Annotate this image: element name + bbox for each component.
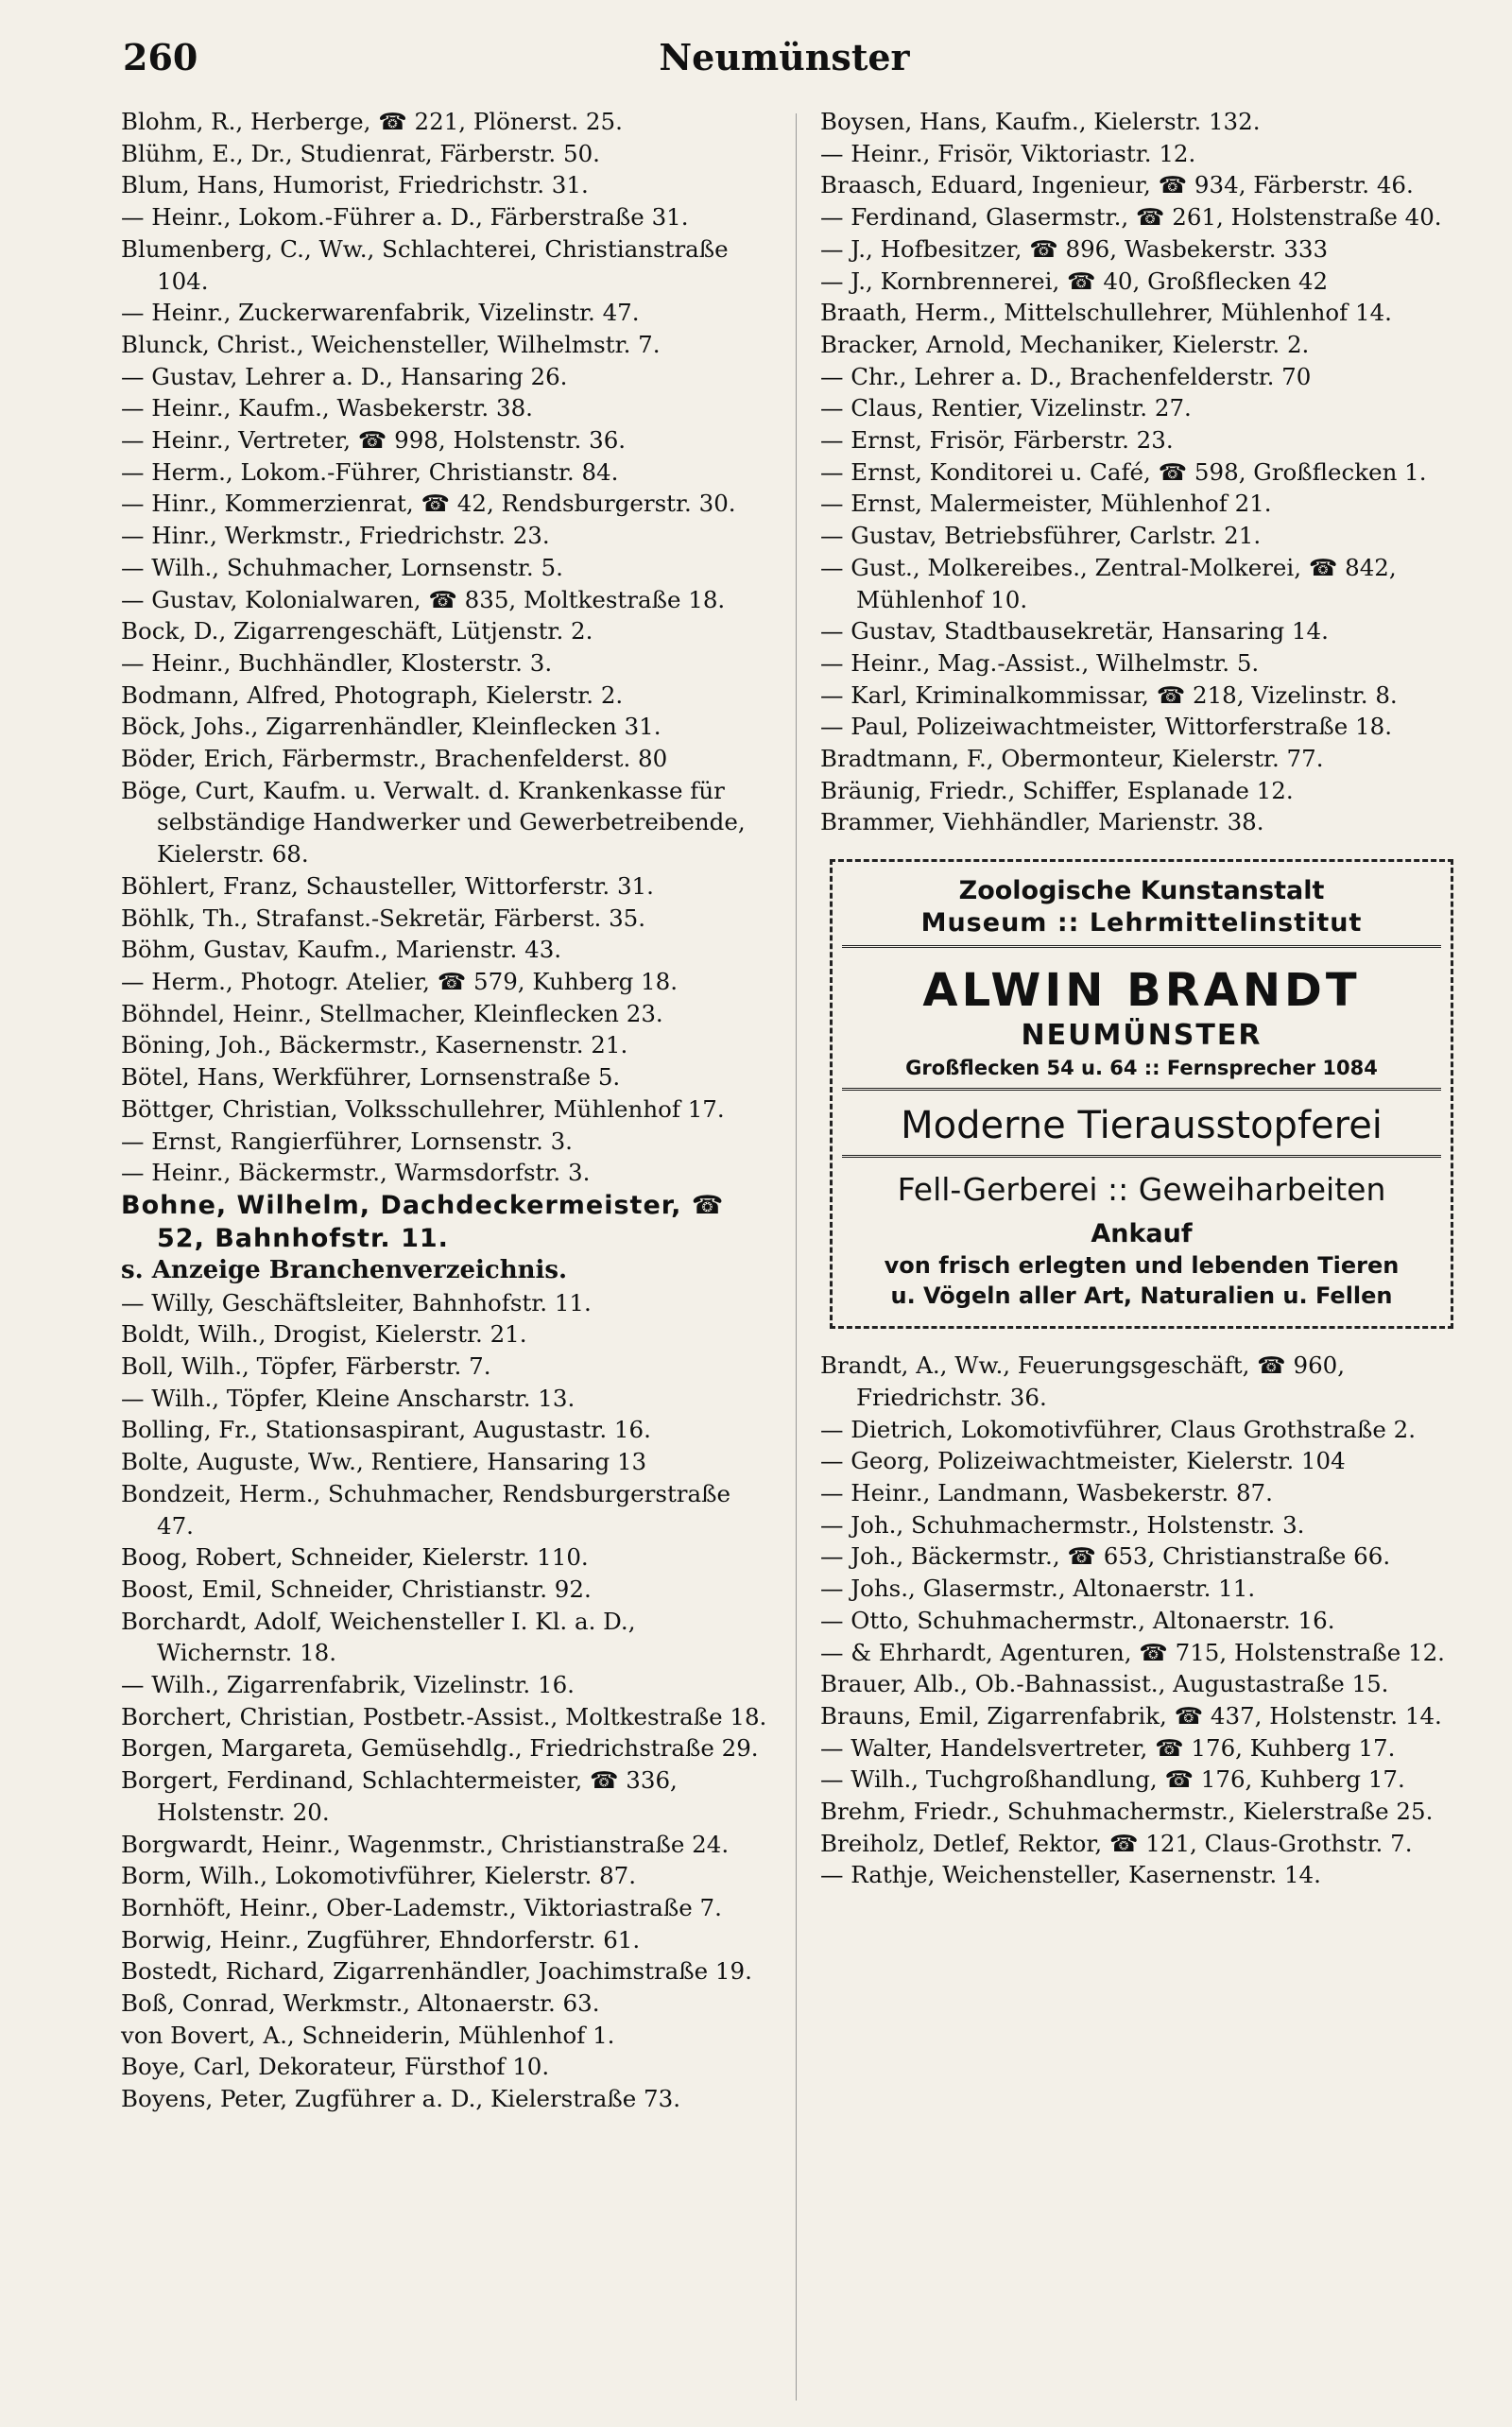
page-header [123, 36, 1446, 93]
directory-entry: — Gustav, Betriebsführer, Carlstr. 21. [820, 522, 1262, 550]
directory-entry: Borchert, Christian, Postbetr.-Assist., Moltkestraße 18. [121, 1702, 767, 1730]
directory-entry: — Walter, Handelsvertreter, ☎ 176, Kuhberg 17. [820, 1733, 1396, 1762]
directory-entry: — Wilh., Zigarrenfabrik, Vizelinstr. 16. [121, 1671, 575, 1699]
directory-entry: Boß, Conrad, Werkmstr., Altonaerstr. 63. [121, 1989, 600, 2018]
bold-advert-entry: Bohne, Wilhelm, Dachdeckermeister, ☎ 52, Bahnhofstr. 11. [121, 1190, 725, 1253]
left-entry-list-2 [121, 1287, 773, 2115]
directory-entry: Borchardt, Adolf, Weichensteller I. Kl. a. D., Wichernstr. 18. [121, 1607, 636, 1667]
ad-line-1: Zoologische Kunstanstalt [958, 876, 1325, 906]
directory-entry: — Wilh., Schuhmacher, Lornsenstr. 5. [121, 553, 563, 581]
directory-entry: Blum, Hans, Humorist, Friedrichstr. 31. [121, 171, 589, 199]
directory-entry: — Gustav, Stadtbausekretär, Hansaring 14. [820, 617, 1329, 645]
directory-entry: Boye, Carl, Dekorateur, Fürsthof 10. [121, 2053, 550, 2081]
directory-entry: — Dietrich, Lokomotivführer, Claus Grothstraße 2. [820, 1415, 1417, 1443]
directory-entry: Bötel, Hans, Werkführer, Lornsenstraße 5. [121, 1063, 621, 1092]
directory-entry: Blunck, Christ., Weichensteller, Wilhelmstr. 7. [121, 330, 661, 358]
page-number: 260 [123, 36, 198, 78]
directory-entry: Bornhöft, Heinr., Ober-Lademstr., Viktoriastraße 7. [121, 1893, 722, 1921]
directory-entry: Blühm, E., Dr., Studienrat, Färberstr. 50. [121, 139, 600, 167]
directory-entry: — Ernst, Frisör, Färberstr. 23. [820, 426, 1174, 455]
directory-entry: — Wilh., Töpfer, Kleine Anscharstr. 13. [121, 1384, 576, 1412]
directory-entry: — Ferdinand, Glasermstr., ☎ 261, Holstenstraße 40. [820, 203, 1442, 232]
directory-entry: — Heinr., Buchhändler, Klosterstr. 3. [121, 648, 553, 677]
directory-entry: — Heinr., Bäckermstr., Warmsdorfstr. 3. [121, 1159, 591, 1187]
directory-entry: — Ernst, Malermeister, Mühlenhof 21. [820, 490, 1272, 518]
directory-entry: — Chr., Lehrer a. D., Brachenfelderstr. 70 [820, 362, 1312, 390]
ad-divider [842, 1088, 1441, 1096]
directory-entry: — Hinr., Kommerzienrat, ☎ 42, Rendsburgerstr. 30. [121, 490, 736, 518]
directory-entry: — J., Hofbesitzer, ☎ 896, Wasbekerstr. 333 [820, 234, 1329, 263]
ad-buy-title: Ankauf [1091, 1219, 1193, 1249]
directory-entry: — Wilh., Tuchgroßhandlung, ☎ 176, Kuhberg 17. [820, 1765, 1405, 1794]
ad-line-2: Museum :: Lehrmittelinstitut [920, 908, 1363, 938]
directory-entry: Bradtmann, F., Obermonteur, Kielerstr. 77. [820, 745, 1324, 773]
directory-entry: Böge, Curt, Kaufm. u. Verwalt. d. Krankenkasse für selbständige Handwerker und Gewerbetreibende, Kielerstr. 68. [121, 776, 746, 869]
ad-headline: Moderne Tierausstopferei [901, 1104, 1383, 1148]
directory-entry: Boldt, Wilh., Drogist, Kielerstr. 21. [121, 1320, 527, 1349]
right-column [820, 106, 1472, 1891]
ad-buy-line-1: von frisch erlegten und lebenden Tieren [884, 1252, 1400, 1280]
directory-entry: — Hinr., Werkmstr., Friedrichstr. 23. [121, 522, 550, 550]
left-entry-list [121, 106, 773, 1189]
directory-entry: Borgert, Ferdinand, Schlachtermeister, ☎ 336, Holstenstr. 20. [121, 1766, 678, 1826]
directory-entry: — J., Kornbrennerei, ☎ 40, Großflecken 42 [820, 267, 1329, 295]
directory-entry: Braasch, Eduard, Ingenieur, ☎ 934, Färberstr. 46. [820, 171, 1414, 199]
directory-entry: — Willy, Geschäftsleiter, Bahnhofstr. 11. [121, 1288, 592, 1317]
directory-entry: Bondzeit, Herm., Schuhmacher, Rendsburgerstraße 47. [121, 1479, 730, 1540]
ad-subline: Fell-Gerberei :: Geweiharbeiten [897, 1171, 1386, 1209]
directory-entry: Bostedt, Richard, Zigarrenhändler, Joachimstraße 19. [121, 1957, 752, 1986]
ad-address: Großflecken 54 u. 64 :: Fernsprecher 1084 [905, 1057, 1378, 1080]
directory-entry: Brauer, Alb., Ob.-Bahnassist., Augustastraße 15. [820, 1670, 1389, 1698]
directory-entry: — Gustav, Kolonialwaren, ☎ 835, Moltkestraße 18. [121, 585, 726, 613]
advert-reference-note: s. Anzeige Branchenverzeichnis. [121, 1255, 568, 1284]
advertisement-box [830, 859, 1453, 1329]
directory-entry: — Ernst, Konditorei u. Café, ☎ 598, Großflecken 1. [820, 457, 1427, 486]
directory-entry: — Gustav, Lehrer a. D., Hansaring 26. [121, 362, 568, 390]
directory-entry: von Bovert, A., Schneiderin, Mühlenhof 1. [121, 2021, 615, 2049]
directory-entry: Borm, Wilh., Lokomotivführer, Kielerstr. 87. [121, 1862, 637, 1890]
directory-entry: Böhlk, Th., Strafanst.-Sekretär, Färberst. 35. [121, 904, 646, 932]
directory-entry: Böhm, Gustav, Kaufm., Marienstr. 43. [121, 936, 562, 964]
directory-entry: Borgwardt, Heinr., Wagenmstr., Christianstraße 24. [121, 1830, 730, 1858]
directory-entry: Böttger, Christian, Volksschullehrer, Mühlenhof 17. [121, 1094, 725, 1123]
directory-entry: — Joh., Bäckermstr., ☎ 653, Christianstraße 66. [820, 1542, 1391, 1571]
directory-entry: — Heinr., Kaufm., Wasbekerstr. 38. [121, 394, 533, 422]
directory-entry: Brehm, Friedr., Schuhmachermstr., Kielerstraße 25. [820, 1798, 1434, 1826]
ad-buy-line-2: u. Vögeln aller Art, Naturalien u. Fellen [890, 1282, 1393, 1310]
directory-entry: — Heinr., Frisör, Viktoriastr. 12. [820, 139, 1196, 167]
directory-entry: Bodmann, Alfred, Photograph, Kielerstr. 2. [121, 680, 624, 709]
directory-entry: Böder, Erich, Färbermstr., Brachenfelderst. 80 [121, 745, 668, 773]
directory-entry: Boog, Robert, Schneider, Kielerstr. 110. [121, 1543, 589, 1572]
column-divider [796, 113, 797, 2401]
directory-entry: — Paul, Polizeiwachtmeister, Wittorferstraße 18. [820, 713, 1392, 741]
directory-entry: Bräunig, Friedr., Schiffer, Esplanade 12. [820, 776, 1294, 804]
directory-entry: Bock, D., Zigarrengeschäft, Lütjenstr. 2. [121, 617, 593, 645]
directory-entry: Breiholz, Detlef, Rektor, ☎ 121, Claus-Grothstr. 7. [820, 1829, 1413, 1857]
directory-entry: Böning, Joh., Bäckermstr., Kasernenstr. 21. [121, 1031, 628, 1059]
directory-entry: Brauns, Emil, Zigarrenfabrik, ☎ 437, Holstenstr. 14. [820, 1701, 1442, 1730]
directory-entry: — Georg, Polizeiwachtmeister, Kielerstr. 104 [820, 1447, 1346, 1475]
directory-entry: Brammer, Viehhändler, Marienstr. 38. [820, 808, 1264, 836]
directory-entry: — Heinr., Vertreter, ☎ 998, Holstenstr. 36. [121, 426, 627, 455]
directory-entry: — Otto, Schuhmachermstr., Altonaerstr. 16. [820, 1606, 1335, 1634]
ad-city: NEUMÜNSTER [1021, 1019, 1263, 1053]
directory-entry: — Heinr., Zuckerwarenfabrik, Vizelinstr. 47. [121, 299, 640, 327]
right-entry-list-2 [820, 1350, 1472, 1891]
directory-entry: Borwig, Heinr., Zugführer, Ehndorferstr. 61. [121, 1925, 641, 1954]
directory-entry: Bracker, Arnold, Mechaniker, Kielerstr. 2. [820, 330, 1310, 358]
directory-entry: — Johs., Glasermstr., Altonaerstr. 11. [820, 1575, 1256, 1603]
directory-entry: — Claus, Rentier, Vizelinstr. 27. [820, 394, 1192, 422]
directory-entry: Blohm, R., Herberge, ☎ 221, Plönerst. 25. [121, 108, 623, 135]
ad-company-name: ALWIN BRANDT [922, 964, 1361, 1018]
directory-entry: — Herm., Lokom.-Führer, Christianstr. 84. [121, 457, 619, 486]
ad-divider [842, 945, 1441, 954]
directory-entry: — Heinr., Landmann, Wasbekerstr. 87. [820, 1478, 1273, 1506]
directory-entry: Boost, Emil, Schneider, Christianstr. 92. [121, 1575, 592, 1603]
directory-entry: Bolling, Fr., Stationsaspirant, Augustastr. 16. [121, 1416, 651, 1444]
directory-entry: Boyens, Peter, Zugführer a. D., Kielerstraße 73. [121, 2085, 681, 2113]
running-head: Neumünster [659, 36, 910, 78]
directory-entry: — Herm., Photogr. Atelier, ☎ 579, Kuhberg 18. [121, 967, 679, 995]
directory-entry: Boysen, Hans, Kaufm., Kielerstr. 132. [820, 108, 1261, 135]
directory-entry: Boll, Wilh., Töpfer, Färberstr. 7. [121, 1352, 491, 1381]
directory-entry: — Ernst, Rangierführer, Lornsenstr. 3. [121, 1127, 573, 1155]
directory-entry: — Heinr., Mag.-Assist., Wilhelmstr. 5. [820, 648, 1260, 677]
directory-entry: Böhndel, Heinr., Stellmacher, Kleinflecken 23. [121, 999, 663, 1027]
directory-entry: Böhlert, Franz, Schausteller, Wittorferstr. 31. [121, 871, 654, 900]
directory-entry: — & Ehrhardt, Agenturen, ☎ 715, Holstenstraße 12. [820, 1638, 1445, 1666]
directory-entry: — Heinr., Lokom.-Führer a. D., Färberstraße 31. [121, 203, 689, 232]
directory-entry: Böck, Johs., Zigarrenhändler, Kleinflecken 31. [121, 713, 662, 741]
directory-entry: — Karl, Kriminalkommissar, ☎ 218, Vizelinstr. 8. [820, 680, 1398, 709]
directory-entry: — Gust., Molkereibes., Zentral-Molkerei, ☎ 842, Mühlenhof 10. [820, 553, 1397, 613]
directory-entry: Blumenberg, C., Ww., Schlachterei, Christianstraße 104. [121, 234, 729, 295]
directory-entry: Bolte, Auguste, Ww., Rentiere, Hansaring 13 [121, 1448, 647, 1476]
directory-entry: Brandt, A., Ww., Feuerungsgeschäft, ☎ 960, Friedrichstr. 36. [820, 1351, 1346, 1411]
directory-entry: Braath, Herm., Mittelschullehrer, Mühlenhof 14. [820, 299, 1392, 327]
directory-entry: — Rathje, Weichensteller, Kasernenstr. 14. [820, 1861, 1321, 1889]
directory-entry: Borgen, Margareta, Gemüsehdlg., Friedrichstraße 29. [121, 1734, 759, 1763]
directory-entry: — Joh., Schuhmachermstr., Holstenstr. 3. [820, 1510, 1305, 1539]
ad-divider [842, 1155, 1441, 1163]
left-column [121, 106, 773, 2115]
right-entry-list [820, 106, 1472, 838]
